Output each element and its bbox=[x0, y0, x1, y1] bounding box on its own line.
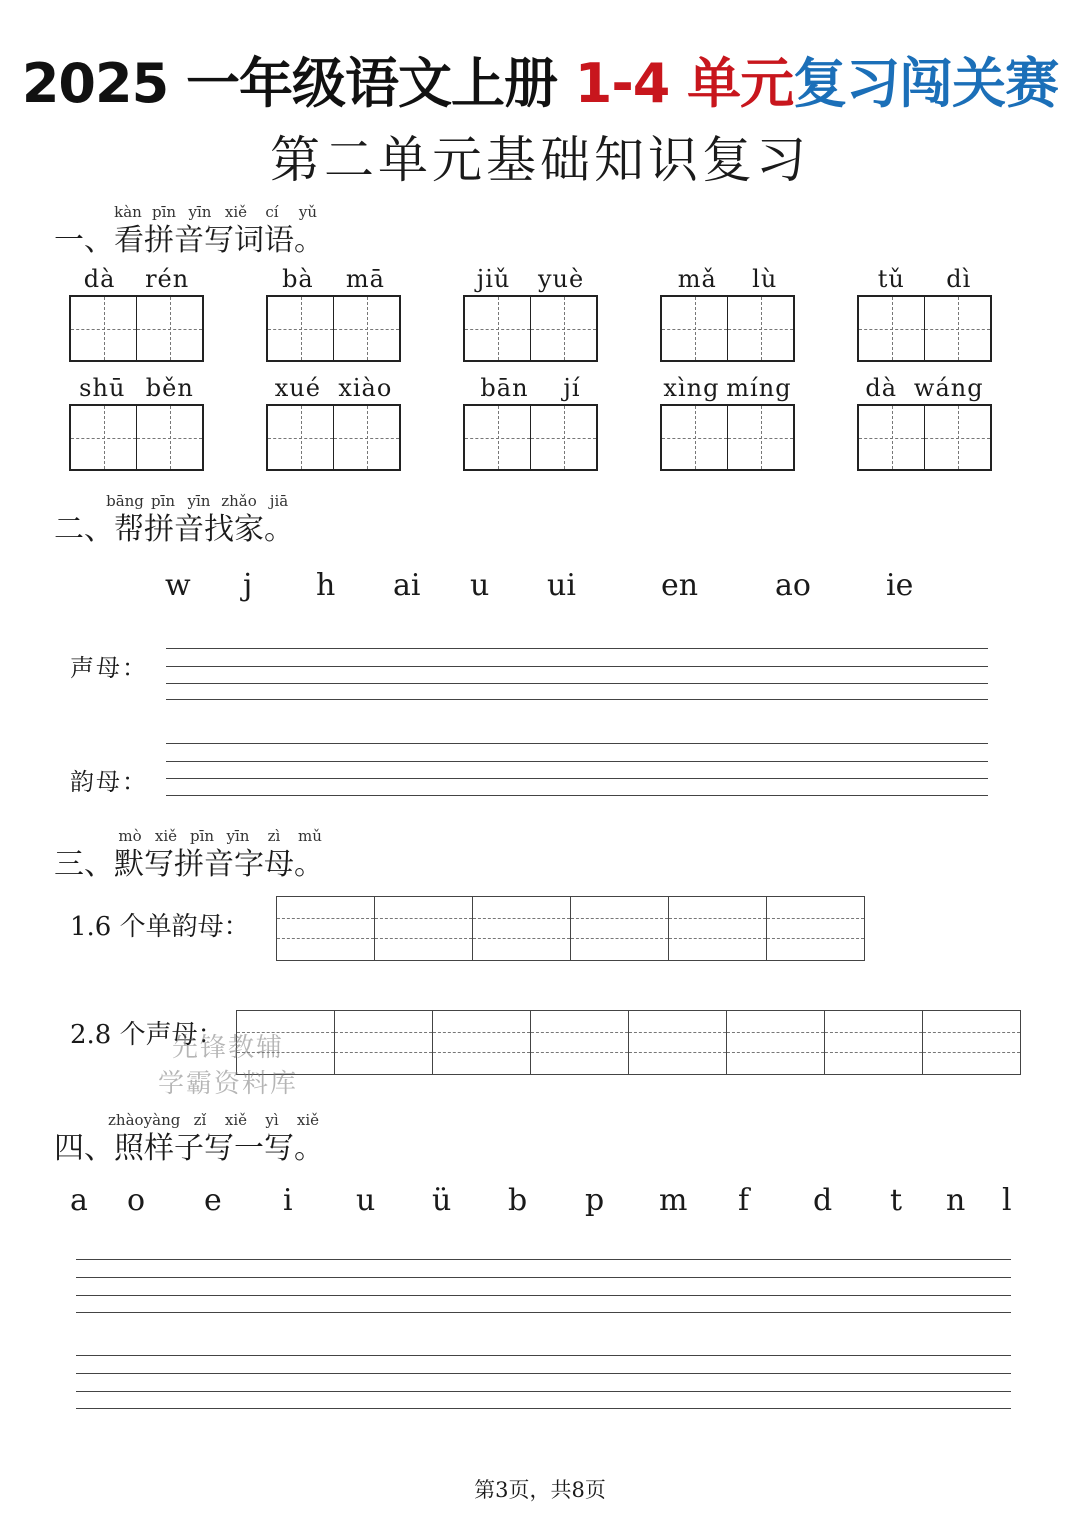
word-item bbox=[69, 374, 204, 471]
syllable: jí bbox=[563, 374, 581, 402]
letter: ie bbox=[886, 568, 914, 603]
letter: p bbox=[585, 1183, 605, 1218]
tianzige-cell[interactable] bbox=[268, 406, 334, 469]
letter: h bbox=[316, 568, 336, 603]
word-pinyin bbox=[69, 265, 204, 295]
syllable: yuè bbox=[537, 265, 585, 293]
tianzige-grid[interactable] bbox=[266, 295, 401, 362]
tianzige-cell[interactable] bbox=[465, 297, 531, 360]
word-pinyin bbox=[660, 265, 795, 295]
tianzige-cell[interactable] bbox=[859, 297, 925, 360]
tianzige-grid[interactable] bbox=[69, 404, 204, 471]
word-item bbox=[857, 265, 992, 362]
letter: u bbox=[470, 568, 490, 603]
tianzige-grid[interactable] bbox=[463, 404, 598, 471]
syllable: dà bbox=[83, 265, 116, 293]
letter: ü bbox=[432, 1183, 452, 1218]
tianzige-cell[interactable] bbox=[925, 297, 990, 360]
syllable: jiǔ bbox=[476, 265, 511, 293]
letter: ai bbox=[393, 568, 421, 603]
main-title bbox=[0, 48, 1080, 120]
letter: d bbox=[813, 1183, 833, 1218]
word-item bbox=[660, 265, 795, 362]
section3-pinyin: mò xiě pīn yīn zì mǔ bbox=[118, 827, 322, 845]
syllable: míng bbox=[726, 374, 792, 402]
word-pinyin bbox=[463, 265, 598, 295]
word-item bbox=[857, 374, 992, 471]
tianzige-grid[interactable] bbox=[69, 295, 204, 362]
tianzige-cell[interactable] bbox=[662, 406, 728, 469]
yunmu-answer-boxes[interactable] bbox=[276, 896, 865, 961]
syllable: tǔ bbox=[877, 265, 905, 293]
word-item bbox=[266, 374, 401, 471]
shengmu-answer-boxes[interactable] bbox=[236, 1010, 1021, 1075]
tianzige-grid[interactable] bbox=[660, 404, 795, 471]
tianzige-cell[interactable] bbox=[465, 406, 531, 469]
syllable: mǎ bbox=[677, 265, 717, 293]
tianzige-grid[interactable] bbox=[463, 295, 598, 362]
letter: b bbox=[508, 1183, 528, 1218]
tianzige-cell[interactable] bbox=[334, 297, 399, 360]
tianzige-cell[interactable] bbox=[137, 297, 202, 360]
watermark: 先锋教辅 学霸资料库 bbox=[158, 1033, 299, 1099]
letter: ui bbox=[547, 568, 576, 603]
task2-label: 2.8 个声母： bbox=[70, 1020, 224, 1050]
word-item bbox=[69, 265, 204, 362]
page-footer: 第3页，共8页 bbox=[474, 1478, 606, 1502]
tianzige-cell[interactable] bbox=[925, 406, 990, 469]
letter: m bbox=[659, 1183, 688, 1218]
syllable: xué bbox=[274, 374, 321, 402]
syllable: dà bbox=[865, 374, 898, 402]
tianzige-cell[interactable] bbox=[859, 406, 925, 469]
tianzige-cell[interactable] bbox=[334, 406, 399, 469]
section2-title: 二、帮拼音找家。 bbox=[54, 512, 294, 547]
letter: l bbox=[1002, 1183, 1012, 1218]
letter: a bbox=[70, 1183, 88, 1218]
syllable: xìng bbox=[663, 374, 720, 402]
syllable: dì bbox=[946, 265, 972, 293]
tianzige-cell[interactable] bbox=[268, 297, 334, 360]
syllable: shū bbox=[79, 374, 126, 402]
syllable: mā bbox=[345, 265, 385, 293]
letter: u bbox=[356, 1183, 376, 1218]
pinyin-letter-list bbox=[0, 568, 1080, 608]
letter: i bbox=[283, 1183, 293, 1218]
letter: w bbox=[165, 568, 191, 603]
word-pinyin bbox=[463, 374, 598, 404]
tianzige-cell[interactable] bbox=[662, 297, 728, 360]
section2-pinyin: bāng pīn yīn zhǎo jiā bbox=[106, 492, 289, 510]
letter: t bbox=[890, 1183, 903, 1218]
title-part-red: 1-4 单元 bbox=[574, 52, 794, 115]
word-pinyin bbox=[660, 374, 795, 404]
syllable: bān bbox=[480, 374, 529, 402]
section1-pinyin: kàn pīn yīn xiě cí yǔ bbox=[114, 203, 318, 221]
tianzige-cell[interactable] bbox=[71, 406, 137, 469]
word-item bbox=[266, 265, 401, 362]
syllable: xiào bbox=[338, 374, 393, 402]
section3-title: 三、默写拼音字母。 bbox=[54, 847, 324, 882]
letter: n bbox=[946, 1183, 966, 1218]
section4-pinyin: zhàoyàng zǐ xiě yì xiě bbox=[108, 1111, 320, 1129]
letter: f bbox=[738, 1183, 750, 1218]
letter: e bbox=[204, 1183, 222, 1218]
example-letter-list bbox=[0, 1183, 1080, 1223]
section1-title: 一、看拼音写词语。 bbox=[54, 223, 324, 258]
syllable: lù bbox=[752, 265, 778, 293]
letter: j bbox=[243, 568, 253, 603]
tianzige-cell[interactable] bbox=[71, 297, 137, 360]
letter: en bbox=[661, 568, 699, 603]
syllable: bà bbox=[282, 265, 314, 293]
letter: o bbox=[127, 1183, 146, 1218]
tianzige-grid[interactable] bbox=[857, 404, 992, 471]
section4-title: 四、照样子写一写。 bbox=[54, 1131, 324, 1166]
syllable: wáng bbox=[913, 374, 984, 402]
tianzige-cell[interactable] bbox=[531, 406, 596, 469]
tianzige-cell[interactable] bbox=[728, 297, 793, 360]
subtitle: 第二单元基础知识复习 bbox=[270, 131, 810, 189]
word-item bbox=[660, 374, 795, 471]
tianzige-grid[interactable] bbox=[266, 404, 401, 471]
syllable: běn bbox=[145, 374, 194, 402]
word-item bbox=[463, 265, 598, 362]
title-part-black: 2025 一年级语文上册 bbox=[21, 52, 575, 115]
syllable: rén bbox=[145, 265, 190, 293]
word-pinyin bbox=[266, 374, 401, 404]
word-pinyin bbox=[266, 265, 401, 295]
task1-label: 1.6 个单韵母： bbox=[70, 912, 250, 942]
shengmu-label: 声母： bbox=[70, 654, 148, 682]
tianzige-grid[interactable] bbox=[660, 295, 795, 362]
letter: ao bbox=[775, 568, 811, 603]
tianzige-cell[interactable] bbox=[531, 297, 596, 360]
tianzige-cell[interactable] bbox=[728, 406, 793, 469]
word-pinyin bbox=[69, 374, 204, 404]
word-item bbox=[463, 374, 598, 471]
word-pinyin bbox=[857, 374, 992, 404]
title-part-blue: 复习闯关赛 bbox=[793, 52, 1059, 115]
tianzige-cell[interactable] bbox=[137, 406, 202, 469]
word-pinyin bbox=[857, 265, 992, 295]
yunmu-label: 韵母： bbox=[70, 768, 148, 796]
tianzige-grid[interactable] bbox=[857, 295, 992, 362]
